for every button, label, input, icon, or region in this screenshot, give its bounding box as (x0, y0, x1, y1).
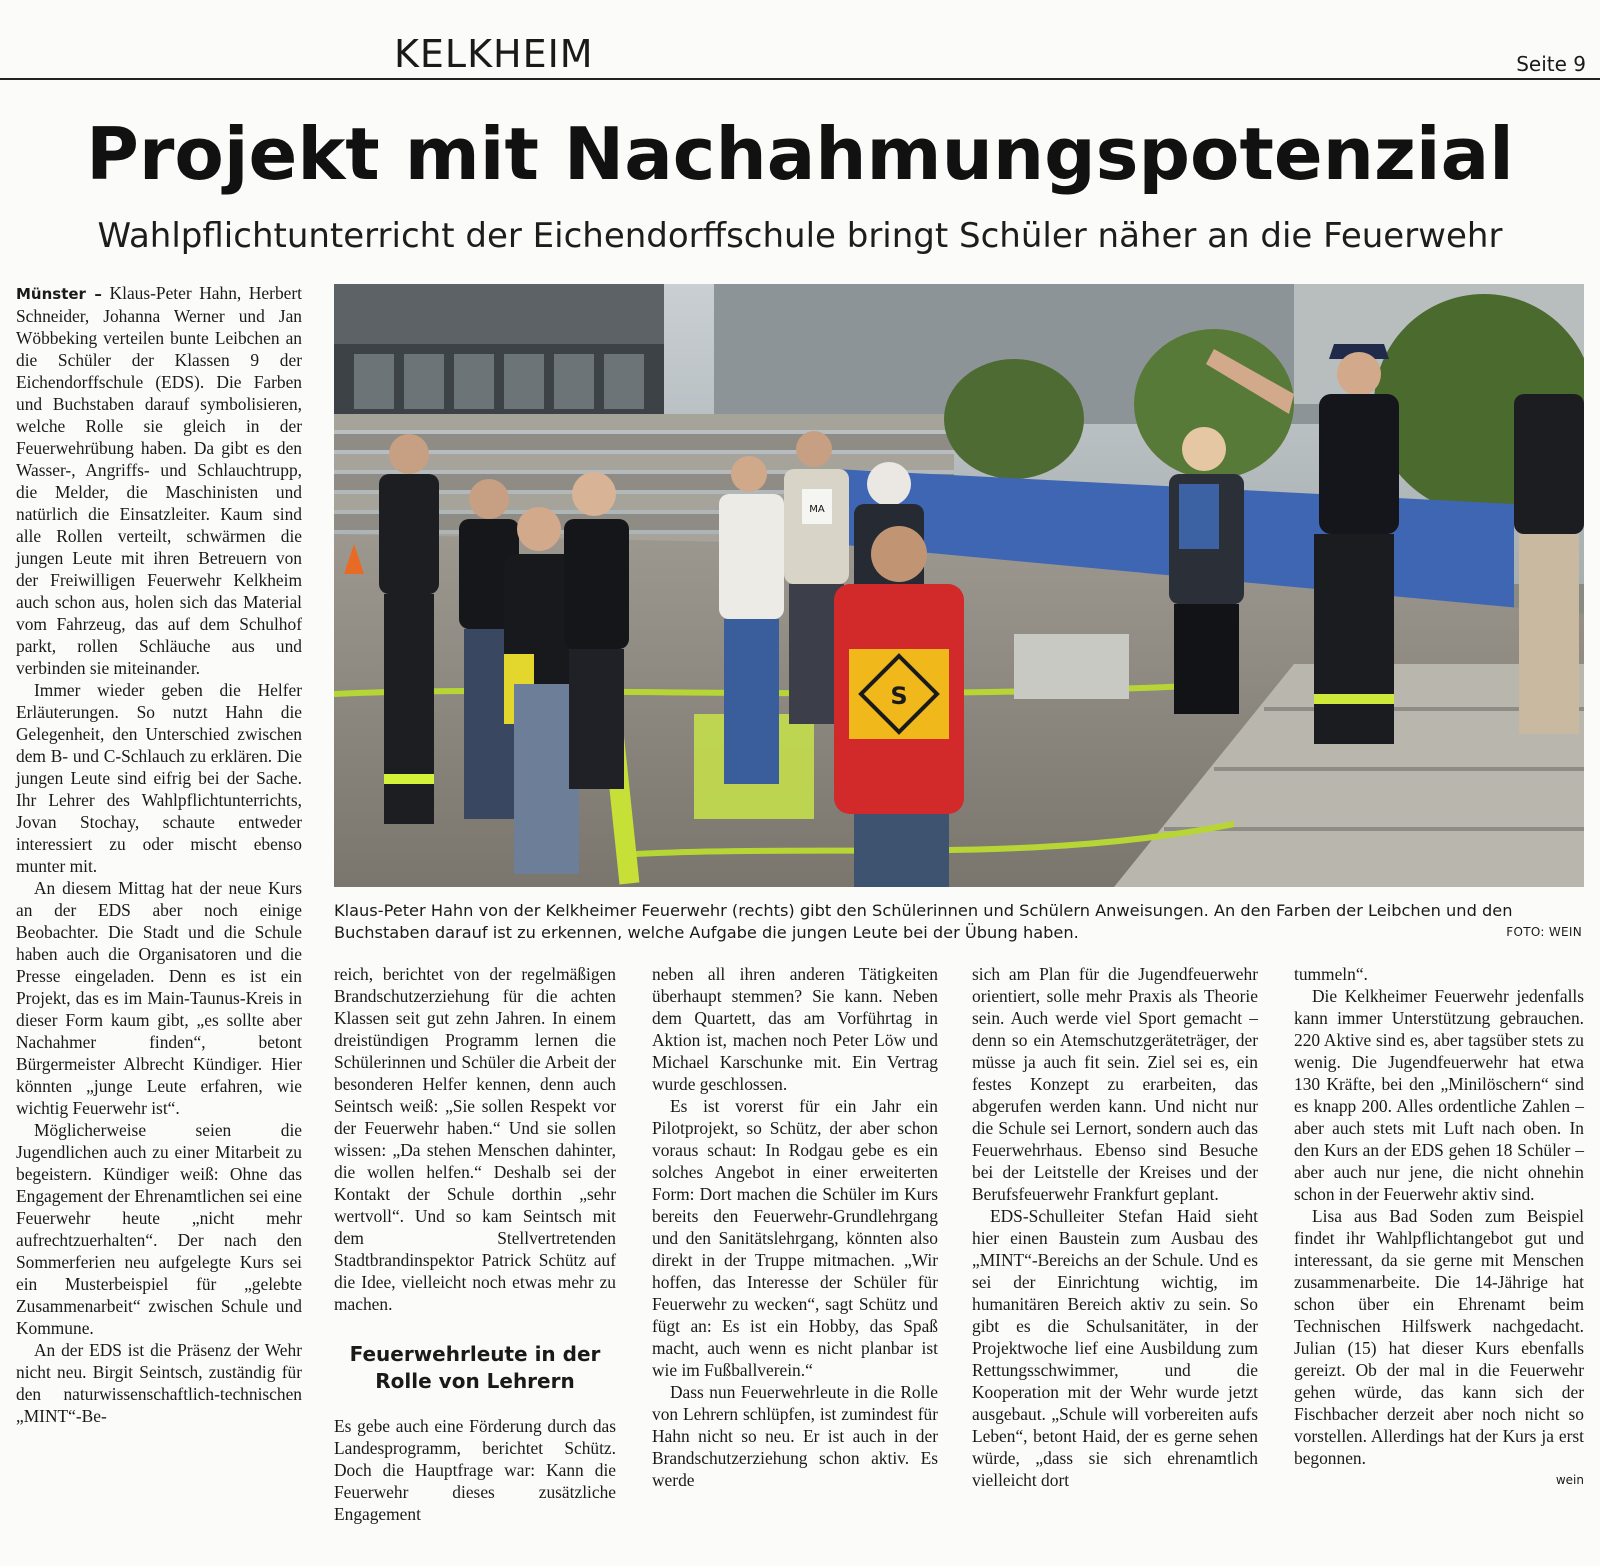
headline: Projekt mit Nachahmungspotenzial (86, 112, 1514, 196)
article-paragraph: Lisa aus Bad Soden zum Beispiel findet ihr Wahlpflichtangebot gut und interessant, da sie gerne mit Menschen zusammenarbeite. Die 14-Jährige hat schon über ein Ehrenamt beim Technischen Hilfswerk nachgedacht. Julian (15) hat dieser Kurs ebenfalls gereizt. Ob der mal in die Feuerwehr gehen würde, das kann sich der Fischbacher derzeit aber noch nicht so vorstellen. Allerdings hat der Kurs ja erst begonnen. (1294, 1206, 1584, 1468)
article-subhead: Feuerwehrleute in der Rolle von Lehrern (349, 1342, 601, 1393)
section-name: KELKHEIM (394, 32, 594, 76)
article-paragraph: Möglicherweise seien die Jugendlichen auch zu einer Mitarbeit zu begeistern. Kündiger weiß: Ohne das Engagement der Ehrenamtlichen sei eine Feuerwehr heute „nicht mehr aufrechtzuerhalten“. Der nach den Sommerferien neu aufgelegte Kurs sei ein Musterbeispiel für „gelebte Zusammenarbeit“ zwischen Schule und Kommune. (16, 1120, 302, 1338)
article-paragraph: EDS-Schulleiter Stefan Haid sieht hier einen Baustein zum Ausbau des „MINT“-Bereichs an der Schule. Und es sei der Einrichtung wichtig, im humanitären Bereich aktiv zu sein. So gibt es die Schulsanitäter, in der Projektwoche lief eine Ausbildung zum Rettungsschwimmer, und die Kooperation mit der Wehr wurde jetzt ausgebaut. „Schule will vorbereiten aufs Leben“, betont Haid, der es gerne sehen würde, „dass sie sich ehrenamtlich vielleicht dort (972, 1206, 1258, 1490)
article-paragraph: Es gebe auch eine Förderung durch das Landesprogramm, berichtet Schütz. Doch die Hauptfrage war: Kann die Feuerwehr dieses zusätzliche Engagement (334, 1416, 616, 1524)
author-signature: wein (1555, 1473, 1584, 1487)
vest-letter: S (890, 682, 908, 710)
article-column-5 (1294, 963, 1584, 1491)
article-paragraph: An der EDS ist die Präsenz der Wehr nicht neu. Birgit Seintsch, zuständig für den naturwissenschaftlich-technischen „MINT“-Be- (16, 1340, 302, 1426)
article-column-4 (972, 963, 1258, 1491)
photo-caption: Klaus-Peter Hahn von der Kelkheimer Feuerwehr (rechts) gibt den Schülerinnen und Schülern Anweisungen. An den Farben der Leibchen und den Buchstaben darauf ist zu erkennen, welche Aufgabe die jungen Leute bei der Übung haben. (334, 901, 1513, 942)
article-column-3 (652, 963, 938, 1491)
article-paragraph: Münster – Klaus-Peter Hahn, Herbert Schneider, Johanna Werner und Jan Wöbbeking verteilen bunte Leibchen an die Schüler der Klassen 9 der Eichendorffschule (EDS). Die Farben und Buchstaben darauf symbolisieren, welche Rolle sie gleich in der Feuerwehrübung haben. Da gibt es den Wasser-, Angriffs- und Schlauchtrupp, die Melder, die Maschinisten und natürlich die Einsatzleiter. Kaum sind alle Rollen verteilt, schwärmen die jungen Leute mit ihren Betreuern von der Freiwilligen Feuerwehr Kelkheim auch schon aus, holen sich das Material vom Fahrzeug, das auf dem Schulhof parkt, rollen Schläuche aus und verbinden sie miteinander. (16, 283, 302, 678)
article-column-2 (334, 963, 616, 1525)
article-paragraph: Dass nun Feuerwehrleute in die Rolle von Lehrern schlüpfen, ist zumindest für Hahn nicht so neu. Er ist auch in der Brandschutzerziehung schon aktiv. Es werde (652, 1382, 938, 1490)
article-paragraph: sich am Plan für die Jugendfeuerwehr orientiert, solle mehr Praxis als Theorie sein. Auch werde viel Sport gemacht – denn so ein Atemschutzgeräteträger, der müsse ja auch fit sein. Ziel sei es, ein festes Konzept zu erarbeiten, das abgerufen werden kann. Und nicht nur die Schule sei Lernort, sondern auch das Feuerwehrhaus. Ebenso sind Besuche bei der Leitstelle der Kreises und der Berufsfeuerwehr Frankfurt geplant. (972, 964, 1258, 1204)
article-paragraph: Immer wieder geben die Helfer Erläuterungen. So nutzt Hahn die Gelegenheit, den Unterschied zwischen dem B- und C-Schlauch zu erklären. Die jungen Leute sind eifrig bei der Sache. Ihr Lehrer des Wahlpflichtunterrichts, Jovan Stochay, schaute entweder interessiert zu oder mischt ebenso munter mit. (16, 680, 302, 876)
dateline: Münster – (16, 285, 102, 303)
article-paragraph: reich, berichtet von der regelmäßigen Brandschutzerziehung für die achten Klassen seit gut zehn Jahren. In einem dreistündigen Programm lernen die Schülerinnen und Schüler die Arbeit der besonderen Helfer kennen, denn auch Seintsch weiß: „Sie sollen Respekt vor der Feuerwehr haben.“ Und sie sollen wissen: „Da stehen Menschen dahinter, die wollen helfen.“ Deshalb sei der Kontakt der Schule dorthin „sehr wertvoll“. Und so kam Seintsch mit dem Stellvertretenden Stadtbrandinspektor Patrick Schütz auf die Idee, vielleicht noch etwas mehr zu machen. (334, 964, 616, 1314)
header-rule (0, 78, 1600, 80)
article-paragraph: Es ist vorerst für ein Jahr ein Pilotprojekt, so Schütz, der aber schon voraus schaut: In Rodgau gebe es ein solches Angebot in einer erweiterten Form: Dort machen die Schüler im Kurs bereits den Feuerwehr-Grundlehrgang und den Sanitätslehrgang, könnten also direkt in der Truppe mitmachen. „Wir hoffen, das Interesse der Schüler für Feuerwehr zu wecken“, sagt Schütz und fügt an: Es ist ein Hobby, das Spaß macht, auch wenn es nicht planbar ist wie im Fußballverein.“ (652, 1096, 938, 1380)
article-paragraph: neben all ihren anderen Tätigkeiten überhaupt stemmen? Sie kann. Neben dem Quartett, das am Vorführtag in Aktion ist, machen noch Peter Löw und Michael Karschunke mit. Ein Vertrag wurde geschlossen. (652, 964, 938, 1094)
page-number: Seite 9 (1516, 52, 1586, 76)
article-paragraph: Die Kelkheimer Feuerwehr jedenfalls kann immer Unterstützung gebrauchen. 220 Aktive sind es, aber tagsüber stets zu wenig. Die Jugendfeuerwehr hat etwa 130 Kräfte, bei den „Minilöschern“ sind es knapp 200. Alles ordentliche Zahlen – aber auch stets mit Luft nach oben. In den Kurs an der EDS gehen 18 Schüler – aber auch nur jene, die nicht ohnehin schon in der Feuerwehr aktiv sind. (1294, 986, 1584, 1204)
photo-credit: FOTO: WEIN (1506, 925, 1582, 939)
article-photo (334, 284, 1584, 887)
vest-small-letter: MA (809, 504, 825, 515)
subheadline: Wahlpflichtunterricht der Eichendorffschule bringt Schüler näher an die Feuerwehr (97, 216, 1503, 256)
article-column-1 (16, 282, 302, 1427)
article-paragraph: An diesem Mittag hat der neue Kurs an der EDS aber noch einige Beobachter. Die Stadt und die Schule haben auch die Organisatoren und die Presse eingeladen. Denn es ist ein Projekt, das es im Main-Taunus-Kreis in dieser Form kaum gibt, „es sollte aber Nachahmer finden“, betont Bürgermeister Albrecht Kündiger. Hier könnten „junge Leute erfahren, wie wichtig Feuerwehr ist“. (16, 878, 302, 1118)
article-paragraph: tummeln“. (1294, 964, 1368, 984)
